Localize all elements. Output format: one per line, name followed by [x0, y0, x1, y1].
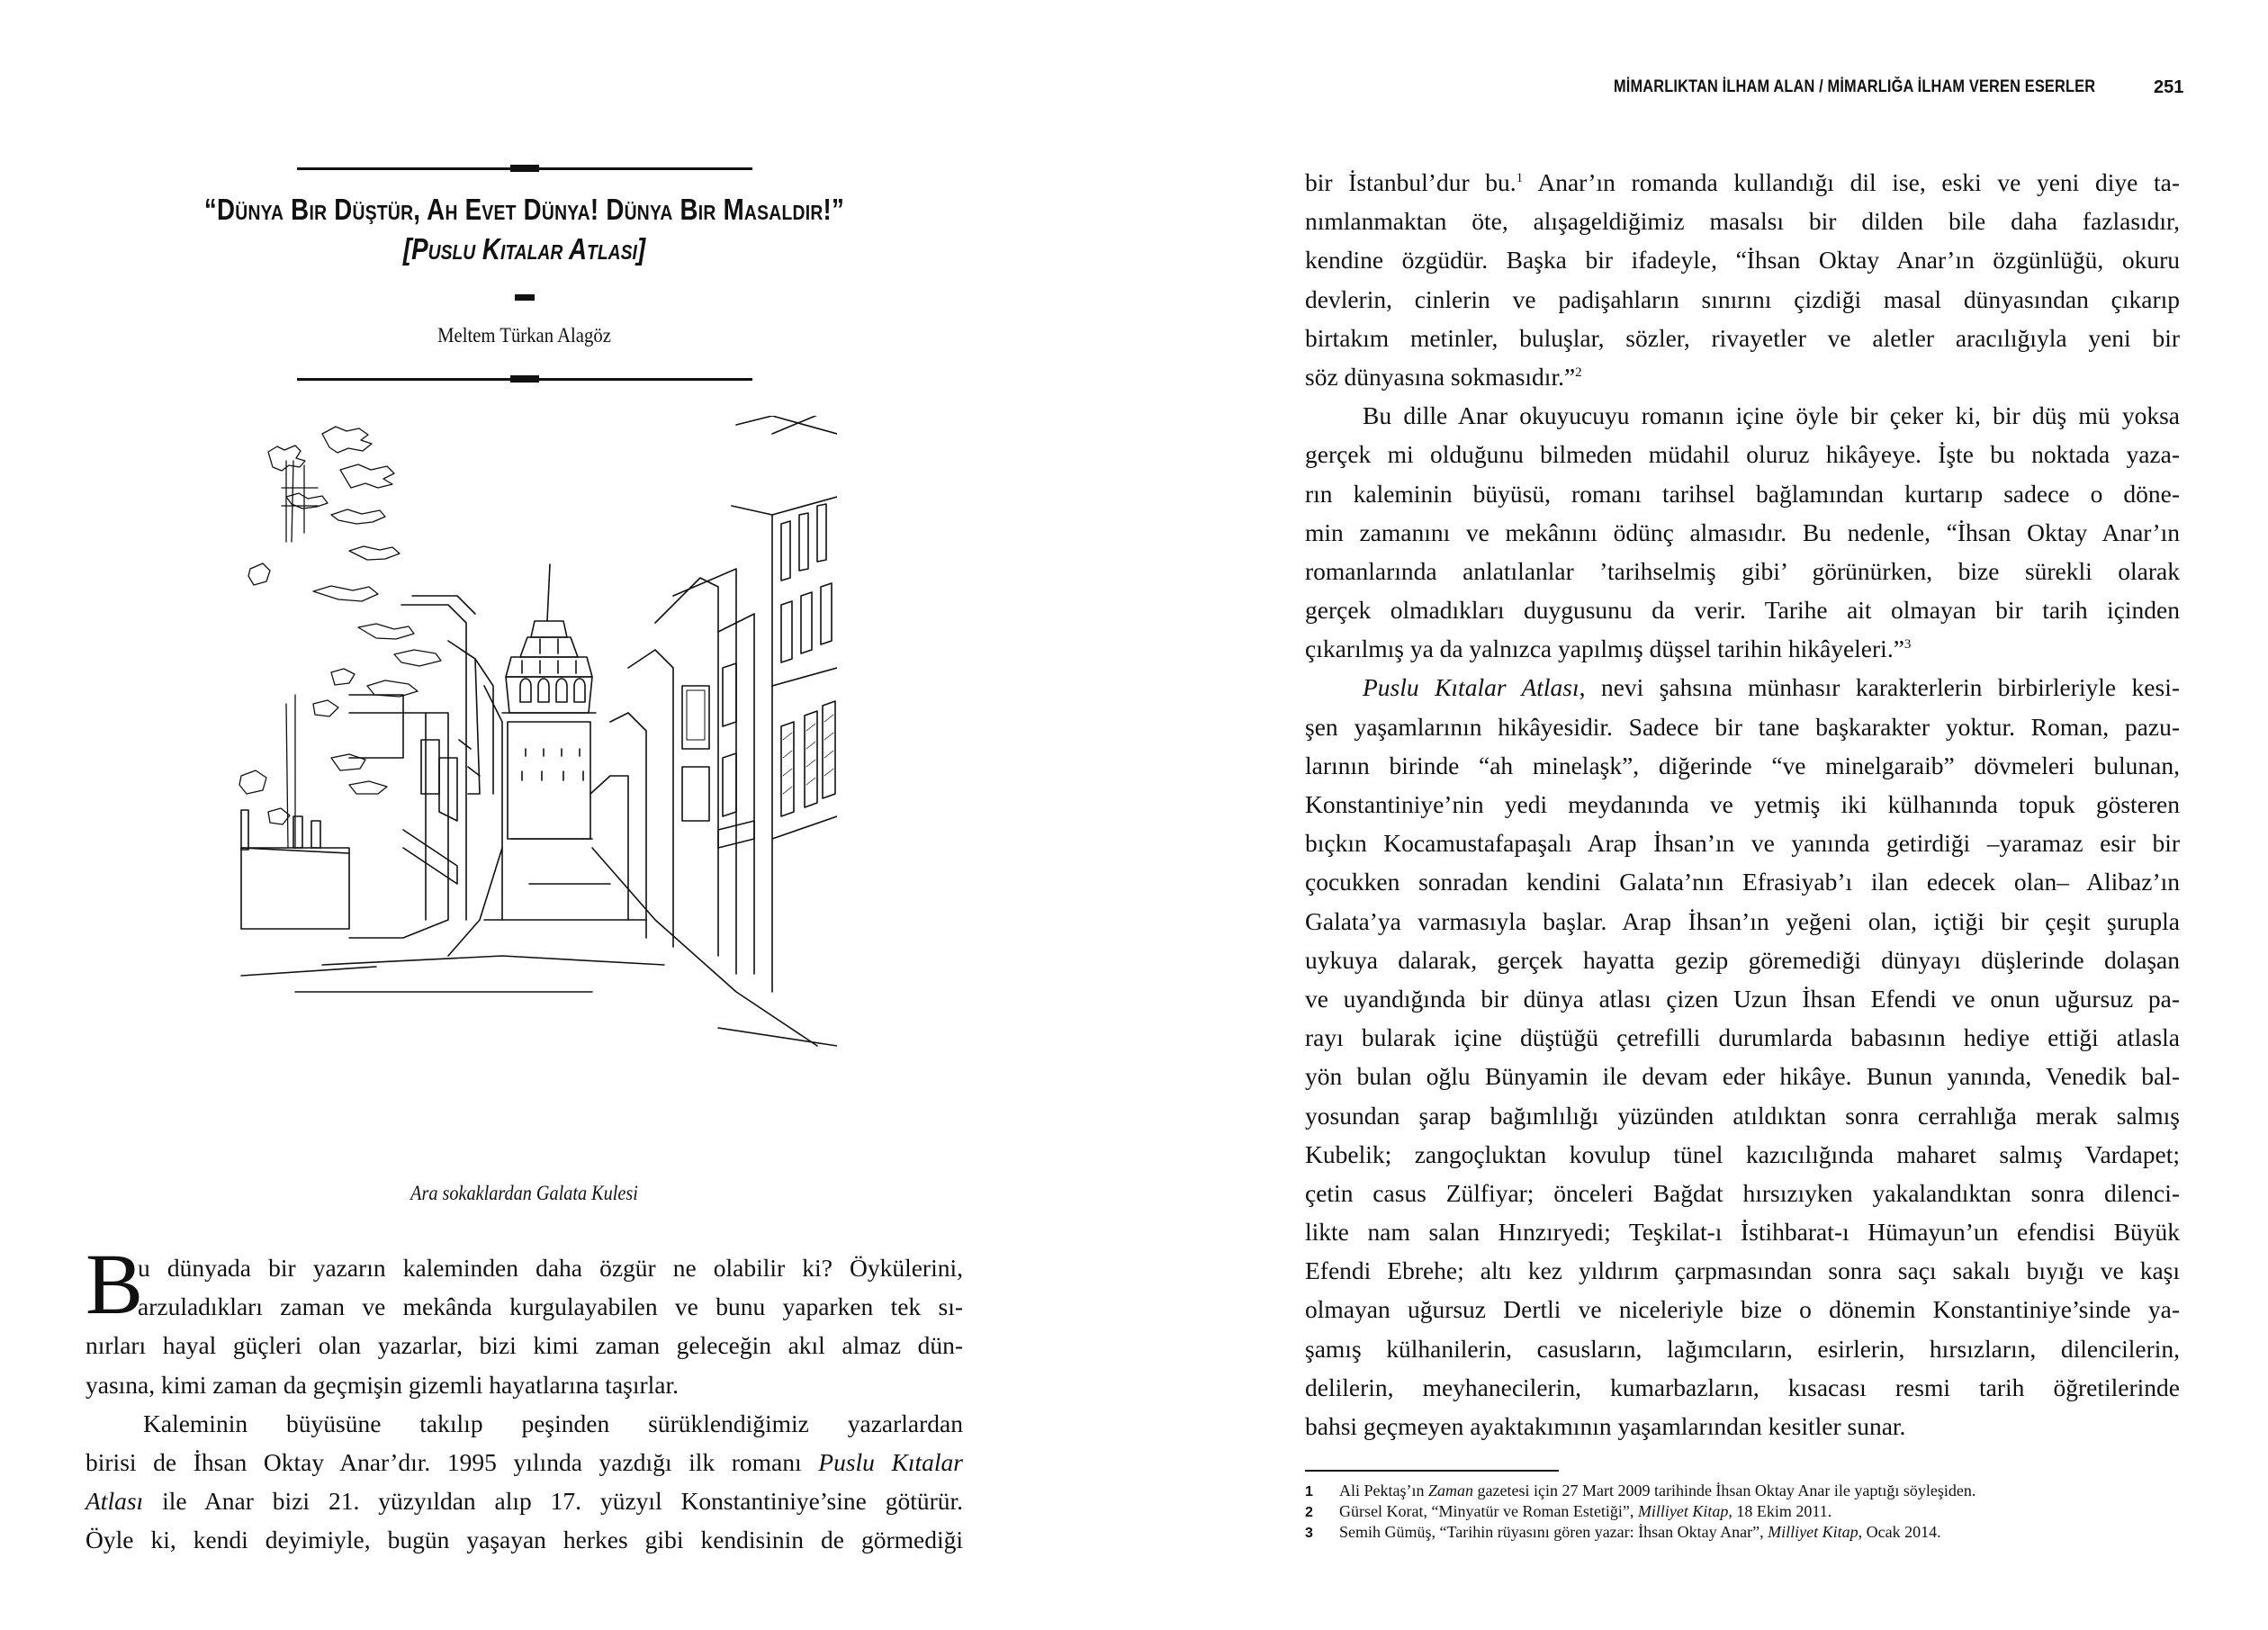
text-line: yasına, kimi zaman da geçmişin gizemli hayatlarına taşırlar. — [86, 1370, 680, 1399]
text-line: Efendi Ebrehe; altı kez yıldırım çarpmasından sonra saçı sakalı bıyığı ve kaşı — [1305, 1256, 2180, 1285]
footnote-ref[interactable]: 3 — [1904, 637, 1912, 653]
text-line: kendine özgüdür. Başka bir ifadeyle, “İhsan Oktay Anar’ın özgünlüğü, okuru — [1305, 246, 2180, 275]
text-span: bir İstanbul’dur bu. — [1305, 168, 1516, 196]
footnote-1 — [1305, 1481, 2180, 1501]
tree-foliage — [239, 427, 441, 848]
ornament-rule-bottom — [297, 378, 752, 381]
text-span: birisi de İhsan Oktay Anar’dır. 1995 yılında yazdığı ilk romanı — [86, 1447, 802, 1476]
footnote-number: 1 — [1305, 1484, 1313, 1499]
rule-center-block — [510, 165, 539, 172]
footnote-italic: Milliyet Kitap — [1637, 1502, 1729, 1520]
text-span: ile Anar bizi 21. yüzyıldan alıp 17. yüzyıl Konstantiniye’sine götürür. — [162, 1487, 964, 1516]
text-line: nırları hayal güçleri olan yazarlar, bizi kimi zaman geleceğin akıl almaz dün- — [86, 1331, 963, 1360]
footnote-ref[interactable]: 2 — [1575, 365, 1582, 380]
text-line: rayı bularak içine düştüğü çetrefilli durumlarda babasının hediye ettiği atlasla — [1305, 1023, 2180, 1052]
text-line — [86, 1481, 963, 1520]
text-line: min zamanını ve mekânını ödünç almasıdır. Bu nedenle, “İhsan Oktay Anar’ın — [1305, 518, 2180, 546]
text-line — [86, 1443, 963, 1481]
text-line: nımlanmaktan öte, alışageldiğimiz masalsı bir dilden bile daha fazlasıdır, — [1305, 207, 2180, 236]
right-body-text — [1305, 163, 2180, 1445]
footnote-text: Gürsel Korat, “Minyatür ve Roman Estetiği”, — [1339, 1502, 1638, 1520]
left-body-text — [86, 1236, 964, 1560]
text-line: bıçkın Kocamustafapaşalı Arap İhsan’ın ve yanında getirdiği –yaramaz esir bir — [1305, 829, 2180, 858]
footnote-2 — [1305, 1501, 2180, 1522]
text-line: Kaleminin büyüsüne takılıp peşinden sürüklendiğimiz yazarlardan — [143, 1409, 963, 1437]
text-line: Galata’ya varmasıyla başlar. Arap İhsan’ın yeğeni olan, içtiği bir çeşit şurupla — [1305, 906, 2180, 935]
drop-cap: B — [86, 1236, 144, 1332]
galata-tower — [502, 564, 596, 839]
text-line: larının birinde “ah minelaşk”, diğerinde “ve minelgaraib” dövmeleri bulunan, — [1305, 751, 2180, 779]
text-line: arzuladıkları zaman ve mekânda kurgulayabilen ve bunu yaparken tek sı- — [138, 1292, 963, 1321]
text-line: gerçek olmadıkları duygusunu da verir. Tarihe ait olmayan bir tarih içinden — [1305, 596, 2180, 625]
text-line: bahsi geçmeyen ayaktakımının yaşamlarından kesitler sunar. — [1305, 1412, 1906, 1440]
street — [241, 839, 837, 1046]
running-head: MİMARLIKTAN İLHAM ALAN / MİMARLIĞA İLHAM VEREN ESERLER — [1614, 77, 2096, 96]
ornament-rule-top — [297, 167, 752, 170]
article-author: Meltem Türkan Alagöz — [437, 324, 611, 347]
title-dash — [515, 294, 535, 301]
footnote-italic: Milliyet Kitap — [1768, 1523, 1858, 1541]
text-line — [1305, 668, 2180, 707]
text-line: delilerin, meyhanecilerin, kumarbazların, kısacası resmi tarih öğretilerinde — [1305, 1373, 2180, 1401]
footnote-number: 3 — [1305, 1526, 1313, 1541]
text-span: Anar’ın romanda kullandığı dil ise, eski ve yeni diye ta- — [1537, 168, 2180, 196]
left-buildings — [241, 596, 502, 938]
text-line: çocukken sonradan kendini Galata’nın Efrasiyab’ı ilan edecek olan– Alibaz’ın — [1305, 868, 2180, 896]
text-line — [1305, 357, 2180, 396]
text-line: Bu dille Anar okuyucuyu romanın içine öyle bir çeker ki, bir düş mü yoksa — [1363, 401, 2180, 430]
text-line: birtakım metinler, buluşlar, sözler, rivayetler ve aletler aracılığıyla yeni bir — [1305, 323, 2180, 352]
text-line: uykuya dalarak, gerçek hayatta gezip göremediği dünyayı düşlerinde dolaşan — [1305, 945, 2180, 974]
page-number: 251 — [2154, 77, 2184, 97]
text-line: ve uyandığında bir dünya atlası çizen Uzun İhsan Efendi ve onun uğursuz pa- — [1305, 984, 2180, 1013]
text-line: gerçek mi olduğunu bilmeden müdahil oluruz hikâyeye. İşte bu noktada yaza- — [1305, 440, 2180, 469]
text-line: yön bulan oğlu Bünyamin ile devam eder hikâye. Bunun yanında, Venedik bal- — [1305, 1062, 2180, 1091]
footnote-text: , 18 Ekim 2011. — [1728, 1502, 1832, 1520]
article-subtitle: [Puslu Kıtalar Atlası] — [402, 232, 646, 266]
text-line: şamış külhanilerin, casusların, lağımcıların, esirlerin, hırsızların, dilencilerin, — [1305, 1334, 2180, 1363]
text-line: şen yaşamlarının hikâyesidir. Sadece bir tane başkarakter yoktur. Roman, pazu- — [1305, 712, 2180, 741]
text-line: Kubelik; zangoçluktan kovulup tünel kazıcılığında maharet salmış Vardapet; — [1305, 1139, 2180, 1168]
text-span: çıkarılmış ya da yalnızca yapılmış düşsel tarihin hikâyeleri.” — [1305, 635, 1904, 663]
text-span: söz dünyasına sokmasıdır.” — [1305, 362, 1576, 391]
text-line: Konstantiniye’nin yedi meydanında ve yetmiş iki külhanında topuk gösteren — [1305, 790, 2180, 818]
footnote-number: 2 — [1305, 1505, 1313, 1520]
right-buildings — [590, 416, 837, 992]
footnote-text: Ali Pektaş’ın — [1339, 1481, 1428, 1499]
book-title-italic: Puslu Kıtalar Atlası — [1363, 673, 1580, 702]
text-line — [1305, 163, 2180, 202]
footnote-separator — [1305, 1470, 1559, 1472]
text-line: u dünyada bir yazarın kaleminden daha özgür ne olabilir ki? Öykülerini, — [138, 1254, 963, 1282]
book-title-italic: Puslu Kıtalar — [818, 1447, 964, 1476]
text-line: yosundan şarap bağımlılığı yüzünden atıldıktan sonra cerrahlığa merak salmış — [1305, 1101, 2180, 1130]
footnote-3 — [1305, 1522, 2180, 1543]
footnote-text: gazetesi için 27 Mart 2009 tarihinde İhsan Oktay Anar ile yaptığı söyleşiden. — [1473, 1481, 1976, 1499]
text-line: likte nam salan Hınzıryedi; Teşkilat-ı İstihbarat-ı Hümayun’un efendisi Büyük — [1305, 1218, 2180, 1247]
footnote-text: Semih Gümüş, “Tarihin rüyasını gören yazar: İhsan Oktay Anar”, — [1339, 1523, 1768, 1541]
footnote-text: , Ocak 2014. — [1858, 1523, 1941, 1541]
book-title-italic: Atlası — [86, 1487, 144, 1516]
footnote-italic: Zaman — [1428, 1481, 1474, 1499]
rule-center-block — [510, 375, 539, 383]
footnote-ref[interactable]: 1 — [1516, 171, 1524, 185]
text-line — [1305, 629, 2180, 668]
footnotes — [1305, 1481, 2180, 1543]
text-span: , nevi şahsına münhasır karakterlerin birbirleriyle kesi- — [1579, 673, 2180, 702]
text-line: olmayan uğursuz Dertli ve niceleriyle bize o dönemin Konstantiniye’sinde ya- — [1305, 1295, 2180, 1324]
figure-caption: Ara sokaklardan Galata Kulesi — [410, 1182, 638, 1204]
article-title: “Dünya Bir Düştür, Ah Evet Dünya! Dünya Bir Masaldır!” — [203, 193, 845, 226]
text-line: rın kaleminin büyüsü, romanı tarihsel bağlamından kurtarıp sadece o döne- — [1305, 479, 2180, 508]
galata-tower-street-sketch-icon — [232, 416, 837, 1181]
text-line: romanlarında anlatılanlar ’tarihselmiş gibi’ görünürken, bize sürekli olarak — [1305, 556, 2180, 585]
text-line: devlerin, cinlerin ve padişahların sınırını çizdiği masal dünyasından çıkarıp — [1305, 284, 2180, 313]
text-line: çetin casus Zülfiyar; önceleri Bağdat hırsızıyken yakalandıktan sonra dilenci- — [1305, 1178, 2180, 1207]
text-line: Öyle ki, kendi deyimiyle, bugün yaşayan herkes gibi kendisinin de görmediği — [86, 1526, 963, 1554]
